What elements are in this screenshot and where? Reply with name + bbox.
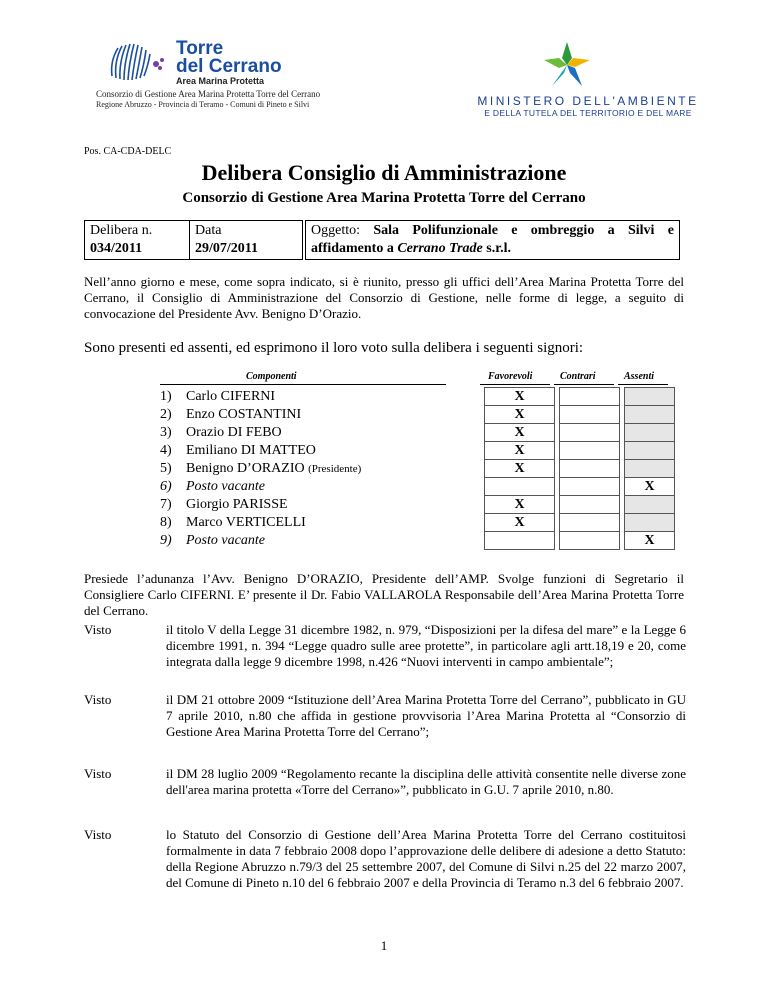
vote-contrari-cell	[560, 424, 620, 442]
vote-row	[160, 532, 675, 550]
vote-row	[160, 442, 675, 460]
vote-row-number: 5)	[160, 461, 172, 476]
vote-row-name: Carlo CIFERNI	[186, 388, 276, 404]
ministry-star-icon	[542, 40, 592, 90]
vote-assenti-cell	[625, 424, 675, 442]
vote-assenti-cell	[625, 496, 675, 514]
vote-row	[160, 496, 675, 514]
vote-contrari-cell	[560, 496, 620, 514]
vote-assenti-cell	[625, 460, 675, 478]
vote-assenti-cell: X	[625, 478, 675, 496]
vote-contrari-cell	[560, 460, 620, 478]
vote-assenti-cell	[625, 442, 675, 460]
visto-label: Visto	[84, 622, 112, 637]
vote-row-number: 1)	[160, 389, 172, 404]
vote-row-number: 3)	[160, 425, 172, 440]
delibera-header-table	[84, 220, 680, 260]
vote-favorevoli-cell: X	[485, 388, 555, 406]
visto-text: lo Statuto del Consorzio di Gestione dell’Area Marina Protetta Torre del Cerrano costituitosi formalmente in data 7 febbraio 2008 dopo l’approvazione delle delibere di adesione a detto Statuto: della Regione Abruzzo n.79/3 del 25 settembre 2007, del Comune di Silvi n.25 del 22 marzo 2007, del Comune di Pineto n.10 del 6 febbraio 2007 e della Provincia di Teramo n.3 del 6 febbraio 2007.	[166, 827, 686, 890]
vote-assenti-cell	[625, 406, 675, 424]
col-assenti: Assenti	[624, 371, 655, 382]
visto-text: il DM 28 luglio 2009 “Regolamento recante la disciplina delle attività consentite nelle diverse zone dell'area marina protetta «Torre del Cerrano»”, pubblicato in G.U. 7 aprile 2010, n.80.	[166, 766, 686, 797]
document-subtitle: Consorzio di Gestione Area Marina Protetta Torre del Cerrano	[182, 190, 586, 206]
visto-text: il titolo V della Legge 31 dicembre 1982, n. 979, “Disposizioni per la difesa del mare” e la Legge 6 dicembre 1991, n. 394 “Legge quadro sulle aree protette”, in particolare agli artt.18,19 e 20, come integrata dalla legge 9 dicembre 1998, n.426 “Nuovi interventi in campo ambientale”;	[166, 622, 686, 669]
vote-row	[160, 514, 675, 532]
vote-contrari-cell	[560, 532, 620, 550]
torre-logo-icon	[104, 36, 174, 86]
vote-favorevoli-cell: X	[485, 406, 555, 424]
vote-favorevoli-cell: X	[485, 424, 555, 442]
document-title: Delibera Consiglio di Amministrazione	[201, 160, 567, 185]
vote-assenti-cell	[625, 388, 675, 406]
col-contrari: Contrari	[560, 371, 596, 382]
delibera-date-cell: Data 29/07/2011	[190, 221, 303, 260]
vote-favorevoli-cell: X	[485, 460, 555, 478]
col-favorevoli: Favorevoli	[488, 371, 533, 382]
votes-table	[160, 371, 675, 550]
vote-row-name: Benigno D’ORAZIO (Presidente)	[186, 460, 362, 476]
vote-contrari-cell	[560, 442, 620, 460]
vote-row	[160, 406, 675, 424]
vote-row-number: 2)	[160, 407, 172, 422]
pos-code: Pos. CA-CDA-DELC	[84, 146, 172, 157]
visto-text: il DM 21 ottobre 2009 “Istituzione dell’Area Marina Protetta Torre del Cerrano”, pubblicato in GU 7 aprile 2010, n.80 che affida in gestione provvisoria l’Area Marina Protetta al “Consorzio di Gestione Area Marina Protetta Torre del Cerrano”;	[166, 692, 686, 739]
vote-contrari-cell	[560, 478, 620, 496]
vote-row-name: Emiliano DI MATTEO	[186, 442, 316, 458]
vote-row	[160, 388, 675, 406]
col-componenti: Componenti	[246, 371, 297, 382]
delibera-oggetto-cell: Oggetto: Sala Polifunzionale e ombreggio a Silvi e affidamento a Cerrano Trade s.r.l.	[306, 221, 680, 260]
vote-row-name: Posto vacante	[186, 478, 265, 494]
visto-label: Visto	[84, 692, 112, 707]
vote-contrari-cell	[560, 406, 620, 424]
vote-assenti-cell	[625, 514, 675, 532]
vote-row-number: 4)	[160, 443, 172, 458]
vote-row	[160, 478, 675, 496]
vote-row	[160, 460, 675, 478]
vote-row-number: 6)	[160, 479, 172, 494]
vote-row-number: 8)	[160, 515, 172, 530]
vote-row-name: Giorgio PARISSE	[186, 496, 288, 512]
presence-line: Sono presenti ed assenti, ed esprimono il loro voto sulla delibera i seguenti signori:	[84, 340, 584, 356]
vote-row-name: Marco VERTICELLI	[186, 514, 306, 530]
visto-label: Visto	[84, 766, 112, 781]
vote-favorevoli-cell: X	[485, 514, 555, 532]
vote-row	[160, 424, 675, 442]
presiede-paragraph: Presiede l’adunanza l’Avv. Benigno D’ORAZIO, Presidente dell’AMP. Svolge funzioni di Segretario il Consigliere Carlo CIFERNI. E’ presente il Dr. Fabio VALLAROLA Responsabile dell’Area Marina Protetta Torre del Cerrano.	[84, 571, 684, 618]
vote-contrari-cell	[560, 514, 620, 532]
vote-assenti-cell: X	[625, 532, 675, 550]
torre-logo-text: Torre del Cerrano Area Marina Protetta	[176, 38, 282, 86]
delibera-number-cell: Delibera n. 034/2011	[85, 221, 190, 260]
page-number: 1	[380, 938, 388, 953]
consortium-line-1: Consorzio di Gestione Area Marina Protetta Torre del Cerrano	[96, 89, 321, 99]
vote-row-name: Orazio DI FEBO	[186, 424, 282, 440]
ministry-text: MINISTERO DELL'AMBIENTE E DELLA TUTELA DEL TERRITORIO E DEL MARE	[477, 94, 699, 118]
vote-row-number: 7)	[160, 497, 172, 512]
visto-label: Visto	[84, 827, 112, 842]
intro-paragraph: Nell’anno giorno e mese, come sopra indicato, si è riunito, presso gli uffici dell’Area Marina Protetta Torre del Cerrano, il Consiglio di Amministrazione del Consorzio di Gestione, nelle forme di legge, a seguito di convocazione del Presidente Avv. Benigno D’Orazio.	[84, 274, 684, 321]
vote-row-name: Posto vacante	[186, 532, 265, 548]
vote-contrari-cell	[560, 388, 620, 406]
vote-row-name: Enzo COSTANTINI	[186, 406, 302, 422]
vote-favorevoli-cell	[485, 532, 555, 550]
consortium-line-2: Regione Abruzzo - Provincia di Teramo - Comuni di Pineto e Silvi	[96, 100, 310, 109]
vote-favorevoli-cell	[485, 478, 555, 496]
vote-row-number: 9)	[160, 533, 172, 548]
vote-favorevoli-cell: X	[485, 496, 555, 514]
vote-favorevoli-cell: X	[485, 442, 555, 460]
